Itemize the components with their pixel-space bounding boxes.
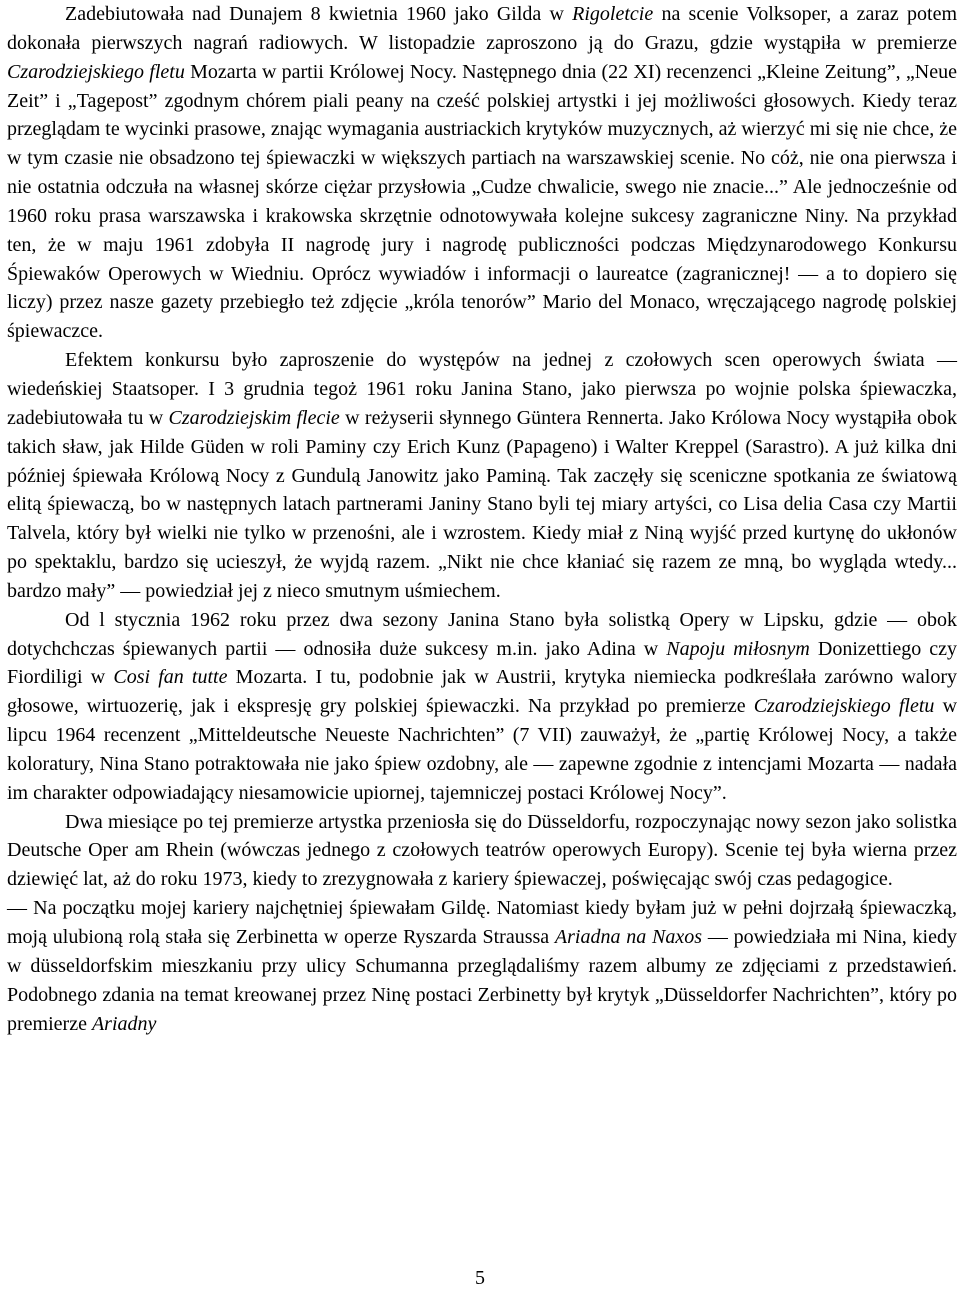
- text-run: Mozarta. I tu, podobnie jak w Austrii, krytyka niemiecka podkreślała zarówno walory głosowe, wirtuozerię, jak i ekspresję gry polskiej śpiewaczki. Na przykład po premierze: [7, 666, 957, 718]
- italic-title: Ariadny: [91, 1012, 157, 1035]
- text-run: w reżyserii słynnego Güntera Rennerta. Jako Królowa Nocy wystąpiła obok takich sław, jak Hilde Güden w roli Paminy czy Erich Kunz (Papageno) i Walter Kreppel (Sarastro). A już kilka dni później śpiewała Królową Nocy z Gundulą Janowitz jako Paminą. Tak zaczęły się sceniczne spotkania ze światową elitą śpiewaczą, bo w następnych latach partnerami Janiny Stano byli tej miary artyści, co Lisa delia Casa czy Martii Talvela, który był wielki nie tylko w przenośni, ale i wzrostem. Kiedy miał z Niną wyjść przed kurtynę do ukłonów po spektaklu, bardzo się ucieszył, że wyjdą razem. „Nikt nie chce kłaniać się razem ze mną, bo wygląda wtedy... bardzo mały” — powiedział jej z nieco smutnym uśmiechem.: [7, 406, 957, 602]
- text-run: Dwa miesiące po tej premierze artystka przeniosła się do Düsseldorfu, rozpoczynając nowy sezon jako solistka Deutsche Oper am Rhein (wówczas jednego z czołowych teatrów operowych Europy). Scenie tej była wierna przez dziewięć lat, aż do roku 1973, kiedy to zrezygnowała z kariery śpiewaczej, poświęcając swój czas pedagogice.: [7, 810, 957, 891]
- text-run: na scenie Volksoper, a zaraz potem dokonała pierwszych nagrań radiowych. W listopadzie zaproszono ją do Grazu, gdzie wystąpiła w premierze: [7, 3, 957, 54]
- page-number: 5: [475, 1267, 485, 1289]
- italic-title: Napoju miłosnym: [666, 637, 810, 660]
- text-run: Mozarta w partii Królowej Nocy. Następnego dnia (22 XI) recenzenci „Kleine Zeitung”, „Neue Zeit” i „Tagepost” zgodnym chórem piali peany na cześć polskiej artystki i jej możliwości głosowych. Kiedy teraz przeglądam te wycinki prasowe, znając wymagania austriackich krytyków muzycznych, aż wierzyć mi się nie chce, że w tym czasie nie obsadzono tej śpiewaczki w większych partiach na warszawskiej scenie. No cóż, nie ona pierwsza i nie ostatnia odczuła na własnej skórze ciężar przysłowia „Cudze chwalicie, swego nie znacie...” Ale jednocześnie od 1960 roku prasa warszawska i krakowska skrzętnie odnotowywała kolejne sukcesy zagraniczne Niny. Na przykład ten, że w maju 1961 zdobyła II nagrodę jury i nagrodę publiczności podczas Międzynarodowego Konkursu Śpiewaków Operowych w Wiedniu. Oprócz wywiadów i informacji o laureatce (zagranicznej! — a to dopiero się liczy) przez nasze gazety przebiegło też zdjęcie „króla tenorów” Mario del Monaco, wręczającego nagrodę polskiej śpiewaczce.: [7, 60, 957, 343]
- italic-title: Czarodziejskim flecie: [168, 406, 340, 429]
- italic-title: Rigoletcie: [572, 3, 654, 25]
- paragraph-3: [7, 606, 957, 808]
- text-run: Efektem konkursu było zaproszenie do występów na jednej z czołowych scen operowych świata — wiedeńskiej Staatsoper. I 3 grudnia tegoż 1961 roku Janina Stano, jako pierwsza po wojnie polska śpiewaczka, zadebiutowała tu w: [7, 349, 957, 429]
- paragraph-4: [7, 808, 957, 895]
- italic-title: Ariadna na Naxos: [554, 926, 703, 948]
- text-run: — powiedziała mi Nina, kiedy w düsseldorfskim mieszkaniu przy ulicy Schumanna przeglądaliśmy razem albumy ze zdjęciami z przedstawień. Podobnego zdania na temat kreowanej przez Ninę postaci Zerbinetty był krytyk „Düsseldorfer Nachrichten”, który po premierze: [7, 926, 957, 1035]
- document-page: [7, 0, 957, 1038]
- paragraph-5: [7, 894, 957, 1038]
- italic-title: Czarodziejskiego fletu: [7, 60, 185, 83]
- italic-title: Czarodziejskiego fletu: [753, 695, 935, 718]
- text-run: w lipcu 1964 recenzent „Mitteldeutsche Neueste Nachrichten” (7 VII) zauważył, że „partię Królowej Nocy, a także koloratury, Nina Stano potraktowała nie jako śpiew ozdobny, ale — zapewne zgodnie z intencjami Mozarta — nadała im charakter odpowiadający niesamowicie upiornej, tajemniczej postaci Królowej Nocy”.: [7, 695, 958, 804]
- text-run: — Na początku mojej kariery najchętniej śpiewałam Gildę. Natomiast kiedy byłam już w pełni dojrzałą śpiewaczką, moją ulubioną rolą stała się Zerbinetta w operze Ryszarda Straussa: [7, 897, 957, 948]
- text-run: Zadebiutowała nad Dunajem 8 kwietnia 1960 jako Gilda w: [65, 3, 573, 25]
- text-run: Donizettiego czy Fiordiligi w: [7, 637, 957, 689]
- paragraph-1: [7, 0, 957, 346]
- text-run: Od l stycznia 1962 roku przez dwa sezony Janina Stano była solistką Opery w Lipsku, gdzie — obok dotychchczas śpiewanych partii — odnosiła duże sukcesy m.in. jako Adina w: [7, 608, 957, 660]
- italic-title: Cosi fan tutte: [113, 666, 228, 689]
- paragraph-2: [7, 346, 957, 606]
